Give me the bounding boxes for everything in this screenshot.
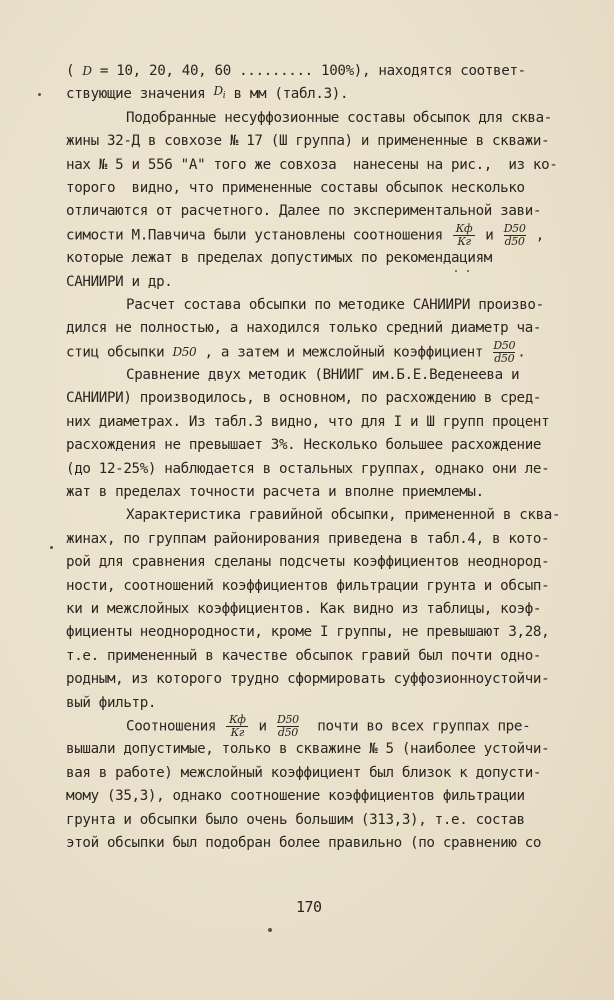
- text-run: ,: [527, 227, 544, 244]
- text-run: и: [250, 718, 275, 735]
- text-line: дился не полностью, а находился только средний диаметр ча-: [66, 320, 542, 337]
- text-run: симости М.Павчича были установлены соотношения: [66, 227, 452, 244]
- text-run: = 10, 20, 40, 60 ......... 100%), находятся соответ-: [91, 63, 526, 79]
- paper-speck: [38, 93, 41, 96]
- math-symbol: D50: [172, 344, 197, 359]
- text-run: Соотношения: [126, 718, 225, 735]
- fraction-denominator: d50: [504, 234, 525, 248]
- fraction-numerator: D50: [493, 338, 516, 352]
- text-line: (до 12-25%) наблюдается в остальных группах, однако они ле-: [66, 460, 550, 477]
- text-line: грунта и обсыпки было очень большим (313,3), т.е. состав: [66, 811, 525, 828]
- text-line: САНИИРИ) производилось, в основном, по расхождению в сред-: [66, 390, 542, 407]
- text-line: [66, 221, 590, 248]
- text-line: которые лежат в пределах допустимых по рекомендациям: [66, 250, 492, 267]
- text-run: , а затем и межслойный коэффициент: [196, 344, 492, 361]
- text-run: (: [66, 63, 83, 79]
- text-line: расхождения не превышает 3%. Несколько большее расхождение: [66, 437, 542, 454]
- text-line: рой для сравнения сделаны подсчеты коэффициентов неоднород-: [66, 554, 550, 571]
- fraction-numerator: D50: [277, 712, 299, 726]
- fraction-denominator: d50: [277, 725, 298, 739]
- text-run: .: [517, 344, 526, 361]
- fraction-denominator: d50: [494, 351, 515, 365]
- text-run: стиц обсыпки: [66, 344, 173, 361]
- paper-speck: [455, 270, 457, 272]
- text-line: нах № 5 и 556 "А" того же совхоза нанесены на рис., из ко-: [66, 156, 558, 173]
- text-line: жат в пределах точности расчета и вполне приемлемы.: [66, 484, 484, 501]
- body-text: [66, 60, 590, 855]
- math-symbol: $D_i$: [213, 84, 226, 102]
- paper-speck: [467, 270, 469, 272]
- text-line: [66, 83, 590, 106]
- text-run: в мм (табл.3).: [225, 86, 349, 103]
- text-line: Расчет состава обсыпки по методике САНИИРИ произво-: [126, 296, 544, 313]
- text-line: САНИИРИ и др.: [66, 273, 173, 290]
- fraction-numerator: D50: [503, 221, 526, 235]
- text-line: мому (35,3), однако соотношение коэффициентов фильтрации: [66, 788, 525, 805]
- text-line: вый фильтр.: [66, 694, 157, 711]
- fraction-numerator: Кф: [455, 221, 473, 235]
- text-line: Характеристика гравийной обсыпки, примененной в сква-: [126, 507, 561, 524]
- paper-speck: [50, 546, 53, 549]
- math-symbol: D: [82, 63, 92, 78]
- text-line: отличаются от расчетного. Далее по экспериментальной зави-: [66, 203, 542, 220]
- text-line: [66, 338, 590, 365]
- formula-fraction: [503, 221, 526, 248]
- text-line: Подобранные несуффозионные составы обсыпок для сква-: [126, 109, 552, 126]
- fraction-numerator: Кф: [229, 712, 246, 726]
- text-line: торого видно, что примененные составы обсыпок несколько: [66, 179, 525, 196]
- text-run: ствующие значения: [66, 86, 214, 103]
- text-line: ки и межслойных коэффициентов. Как видно из таблицы, коэф-: [66, 600, 542, 617]
- paper-speck: [268, 928, 272, 932]
- formula-fraction: [277, 712, 299, 739]
- text-line: фициенты неоднородности, кроме I группы, не превышают 3,28,: [66, 624, 550, 641]
- text-line: жины 32-Д в совхозе № 17 (Ш группа) и примененные в скважи-: [66, 133, 550, 150]
- fraction-denominator: Кг: [230, 725, 244, 739]
- text-line: жинах, по группам районирования приведена в табл.4, в кото-: [66, 530, 550, 547]
- text-line: Сравнение двух методик (ВНИИГ им.Б.Е.Веденеева и: [126, 367, 520, 384]
- text-line: ности, соотношений коэффициентов фильтрации грунта и обсып-: [66, 577, 550, 594]
- fraction-denominator: Кг: [457, 234, 471, 248]
- text-line: них диаметрах. Из табл.3 видно, что для I и Ш групп процент: [66, 413, 550, 430]
- text-line: т.е. примененный в качестве обсыпок гравий был почти одно-: [66, 647, 542, 664]
- formula-fraction: [226, 712, 248, 739]
- text-run: и: [477, 227, 502, 244]
- formula-fraction: [453, 221, 475, 248]
- text-line: этой обсыпки был подобран более правильно (по сравнению со: [66, 834, 542, 851]
- text-line: родным, из которого трудно сформировать суффозионноустойчи-: [66, 671, 550, 688]
- text-line: вышали допустимые, только в скважине № 5 (наиболее устойчи-: [66, 741, 550, 758]
- text-line: [66, 712, 590, 739]
- formula-fraction: [493, 338, 516, 365]
- text-run: почти во всех группах пре-: [300, 718, 531, 735]
- page-number: 170: [296, 898, 322, 916]
- text-line: [66, 60, 590, 83]
- text-line: вая в работе) межслойный коэффициент был близок к допусти-: [66, 764, 542, 781]
